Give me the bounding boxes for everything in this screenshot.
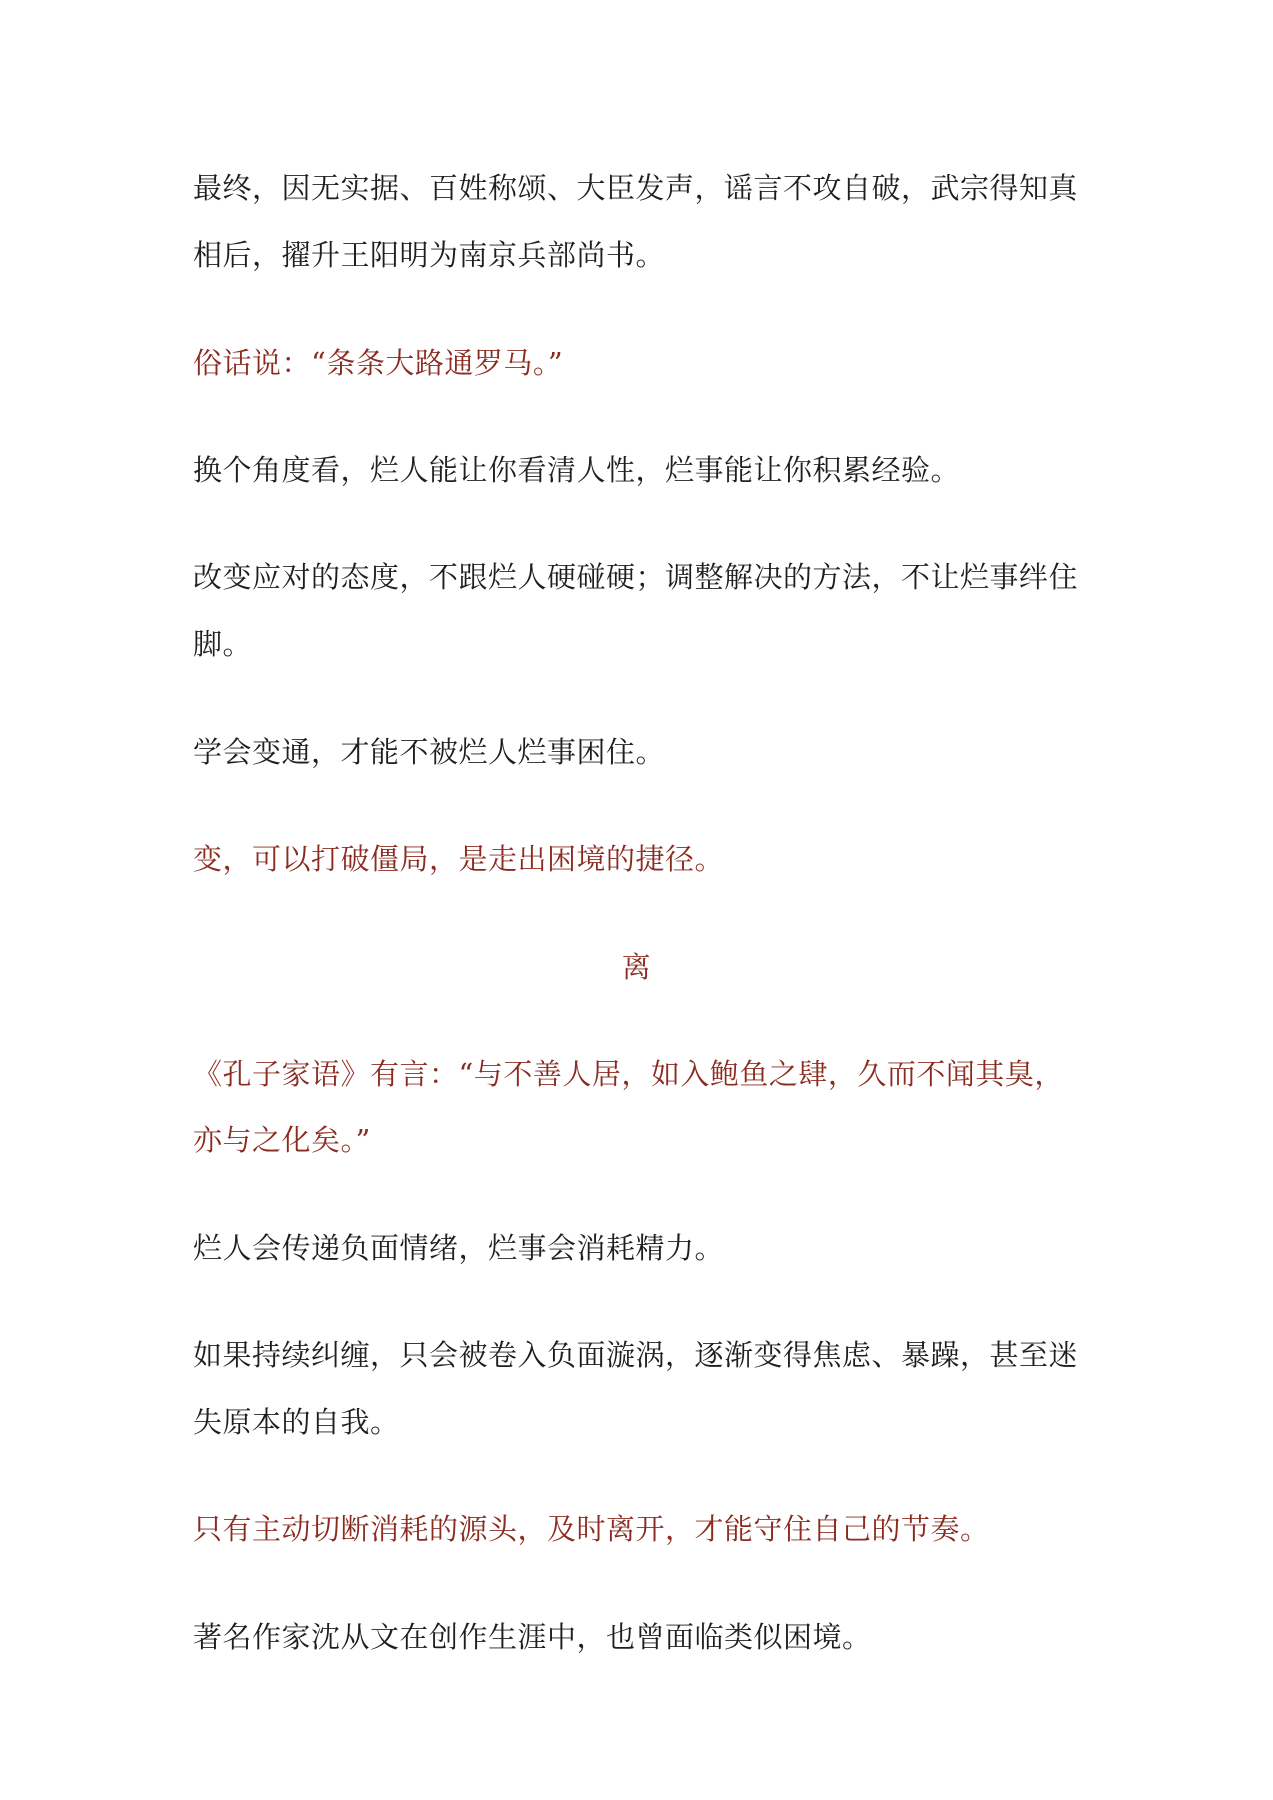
paragraph-line: 学会变通，才能不被烂人烂事困住。 [193, 735, 666, 769]
highlight-line: 只有主动切断消耗的源头，及时离开，才能守住自己的节奏。 [193, 1512, 990, 1546]
paragraph-line: 换个角度看，烂人能让你看清人性，烂事能让你积累经验。 [193, 453, 961, 487]
paragraph-line: 失原本的自我。 [193, 1405, 400, 1439]
paragraph-line: 最终，因无实据、百姓称颂、大臣发声，谣言不攻自破，武宗得知真 [193, 171, 1079, 205]
paragraph-line: 如果持续纠缠，只会被卷入负面漩涡，逐渐变得焦虑、暴躁，甚至迷 [193, 1338, 1079, 1372]
paragraph-line: 脚。 [193, 627, 253, 661]
section-heading: 离 [621, 950, 652, 984]
paragraph-line: 改变应对的态度，不跟烂人硬碰硬；调整解决的方法，不让烂事绊住 [193, 560, 1079, 594]
paragraph-line: 著名作家沈从文在创作生涯中，也曾面临类似困境。 [193, 1620, 872, 1654]
paragraph-line: 相后，擢升王阳明为南京兵部尚书。 [193, 238, 666, 272]
quote-line: 亦与之化矣。” [193, 1123, 371, 1157]
quote-line: 《孔子家语》有言：“与不善人居，如入鲍鱼之肆，久而不闻其臭， [193, 1057, 1064, 1091]
highlight-line: 变，可以打破僵局，是走出困境的捷径。 [193, 842, 725, 876]
paragraph-line: 烂人会传递负面情绪，烂事会消耗精力。 [193, 1231, 725, 1265]
quote-line: 俗话说：“条条大路通罗马。” [193, 346, 564, 380]
